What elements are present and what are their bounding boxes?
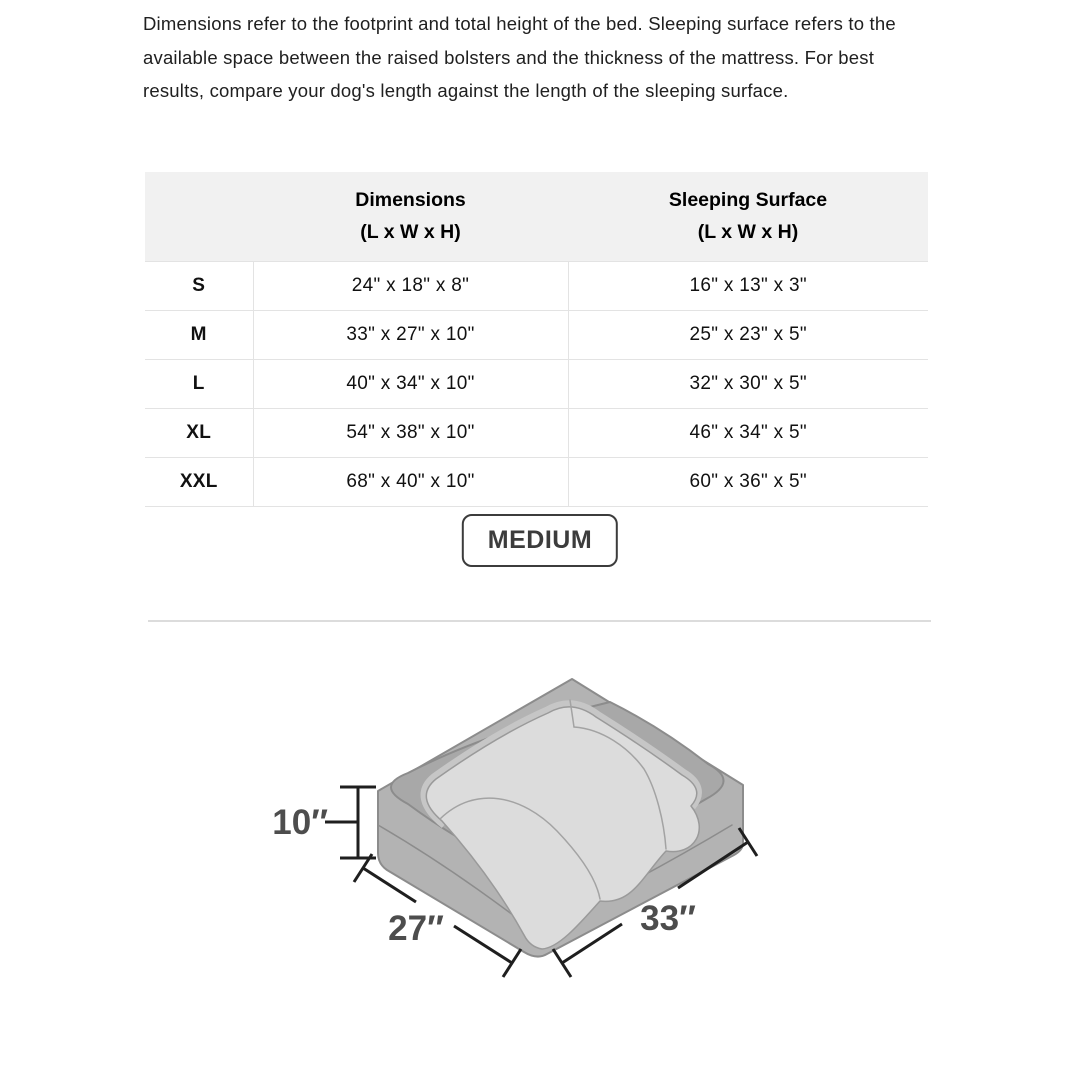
table-row [145,262,928,311]
table-row [145,311,928,360]
table-row [145,409,928,458]
dimensions-value: 33" x 27" x 10" [253,311,568,360]
table-row [145,458,928,507]
dimensions-column-header [253,172,568,262]
dimensions-value: 68" x 40" x 10" [253,458,568,507]
dimensions-value: 54" x 38" x 10" [253,409,568,458]
size-label: S [145,262,253,311]
sleeping-surface-value: 60" x 36" x 5" [568,458,928,507]
dimensions-header-subtitle: (L x W x H) [360,221,461,243]
sleeping-surface-value: 25" x 23" x 5" [568,311,928,360]
sleeping-surface-value: 46" x 34" x 5" [568,409,928,458]
size-label: XL [145,409,253,458]
dimensions-header-title: Dimensions [355,189,466,211]
sleeping-surface-header-subtitle: (L x W x H) [697,221,799,243]
size-chart-table [145,172,928,507]
width-dimension-label: 27″ [388,909,444,948]
table-header-row [145,172,928,262]
bed-dimensions-diagram [270,655,790,1080]
table-row [145,360,928,409]
size-column-header [145,172,253,262]
length-dimension-label: 33″ [640,899,696,938]
dimensions-value: 40" x 34" x 10" [253,360,568,409]
size-label: XXL [145,458,253,507]
sleeping-surface-header-title: Sleeping Surface [668,189,828,211]
dimensions-value: 24" x 18" x 8" [253,262,568,311]
size-guide-description: Dimensions refer to the footprint and total height of the bed. Sleeping surface refers to the available space between the raised bolsters and the thickness of the mattress. For best results, compare your dog's length against the length of the sleeping surface. [143,13,896,101]
size-label: L [145,360,253,409]
height-dimension-label: 10″ [272,803,328,842]
height-dimension-line [325,787,376,858]
sleeping-surface-value: 32" x 30" x 5" [568,360,928,409]
section-divider [148,620,931,622]
sleeping-surface-value: 16" x 13" x 3" [568,262,928,311]
sleeping-surface-column-header [568,172,928,262]
size-label: M [145,311,253,360]
selected-size-button[interactable]: MEDIUM [462,514,618,567]
